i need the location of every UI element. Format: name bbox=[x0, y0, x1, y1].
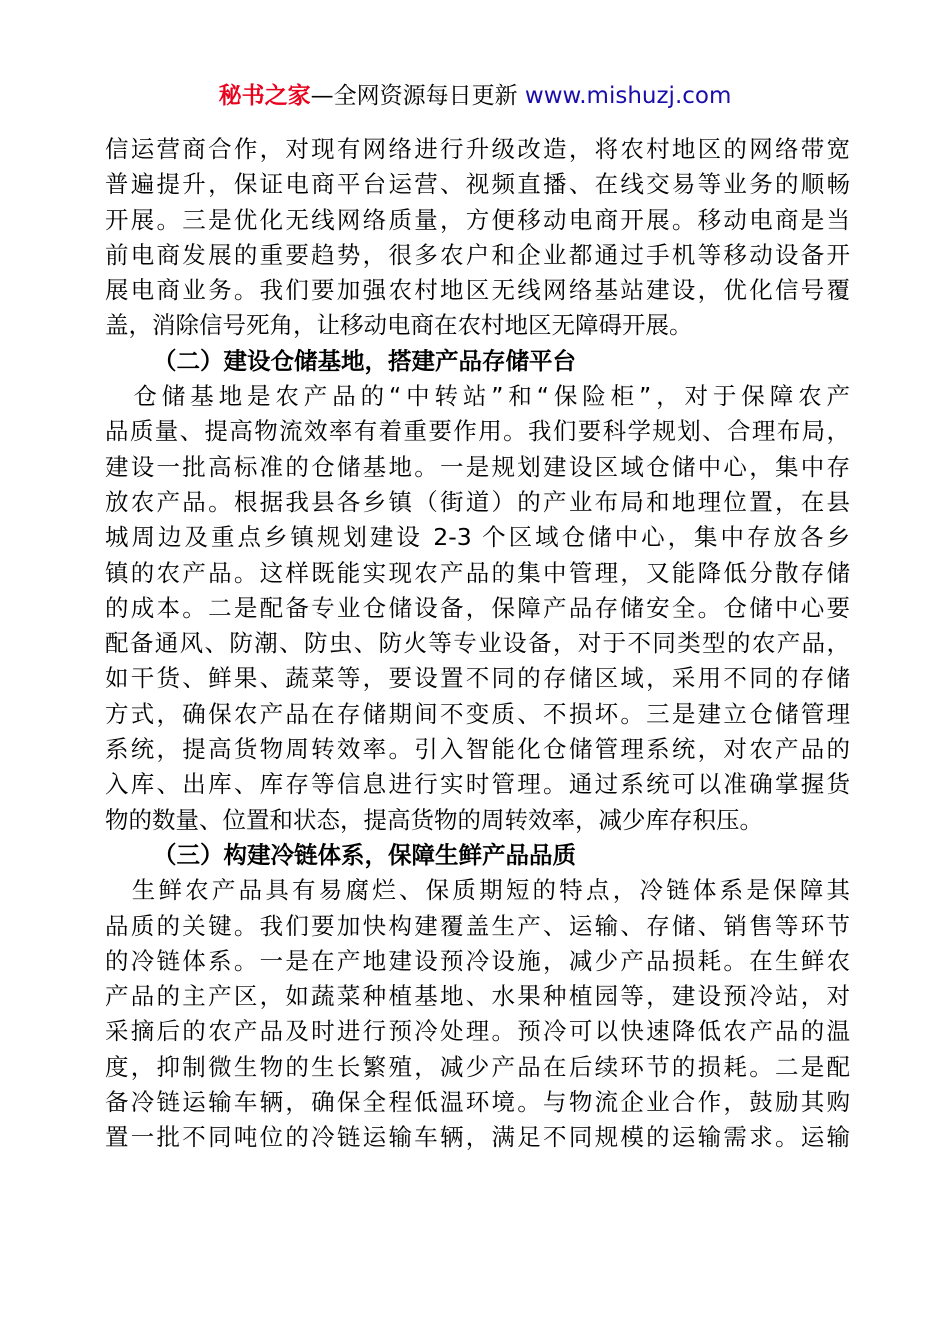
paragraph-line: 仓储基地是农产品的“中转站”和“保险柜”，对于保障农产 bbox=[105, 382, 850, 411]
paragraph-line: 品质的关键。我们要加快构建覆盖生产、运输、存储、销售等环节 bbox=[105, 911, 850, 940]
paragraph-line: 系统，提高货物周转效率。引入智能化仓储管理系统，对农产品的 bbox=[105, 735, 850, 764]
section2-paragraph bbox=[105, 379, 850, 838]
paragraph-line: 前电商发展的重要趋势，很多农户和企业都通过手机等移动设备开 bbox=[105, 240, 850, 269]
paragraph-line: 产品的主产区，如蔬菜种植基地、水果种植园等，建设预冷站，对 bbox=[105, 982, 850, 1011]
document-body bbox=[105, 132, 850, 1156]
paragraph-line: 方式，确保农产品在存储期间不变质、不损坏。三是建立仓储管理 bbox=[105, 699, 850, 728]
paragraph-line: 的成本。二是配备专业仓储设备，保障产品存储安全。仓储中心要 bbox=[105, 593, 850, 622]
brand-name: 秘书之家 bbox=[218, 83, 311, 109]
paragraph-line: 生鲜农产品具有易腐烂、保质期短的特点，冷链体系是保障其 bbox=[105, 876, 850, 905]
paragraph-line: 置一批不同吨位的冷链运输车辆，满足不同规模的运输需求。运输 bbox=[105, 1123, 850, 1152]
section1-tail bbox=[105, 132, 850, 344]
paragraph-line: 配备通风、防潮、防虫、防火等专业设备，对于不同类型的农产品， bbox=[105, 629, 850, 658]
paragraph-line: 盖，消除信号死角，让移动电商在农村地区无障碍开展。 bbox=[105, 311, 693, 340]
section2-heading: （二）建设仓储基地，搭建产品存储平台 bbox=[153, 346, 576, 375]
section3-heading: （三）构建冷链体系，保障生鲜产品品质 bbox=[153, 840, 576, 869]
paragraph-line: 度，抑制微生物的生长繁殖，减少产品在后续环节的损耗。二是配 bbox=[105, 1052, 850, 1081]
paragraph-line: 镇的农产品。这样既能实现农产品的集中管理，又能降低分散存储 bbox=[105, 558, 850, 587]
paragraph-line: 如干货、鲜果、蔬菜等，要设置不同的存储区域，采用不同的存储 bbox=[105, 664, 850, 693]
paragraph-line: 城周边及重点乡镇规划建设 2-3 个区域仓储中心，集中存放各乡 bbox=[105, 523, 850, 552]
paragraph-line: 品质量、提高物流效率有着重要作用。我们要科学规划、合理布局， bbox=[105, 417, 850, 446]
site-header bbox=[0, 80, 950, 112]
paragraph-line: 普遍提升，保证电商平台运营、视频直播、在线交易等业务的顺畅 bbox=[105, 170, 850, 199]
paragraph-line: 的冷链体系。一是在产地建设预冷设施，减少产品损耗。在生鲜农 bbox=[105, 946, 850, 975]
paragraph-line: 展电商业务。我们要加强农村地区无线网络基站建设，优化信号覆 bbox=[105, 276, 850, 305]
site-url-link[interactable]: www.mishuzj.com bbox=[524, 83, 732, 109]
paragraph-line: 入库、出库、库存等信息进行实时管理。通过系统可以准确掌握货 bbox=[105, 770, 850, 799]
paragraph-line: 开展。三是优化无线网络质量，方便移动电商开展。移动电商是当 bbox=[105, 205, 850, 234]
paragraph-line: 信运营商合作，对现有网络进行升级改造，将农村地区的网络带宽 bbox=[105, 135, 850, 163]
section3-paragraph bbox=[105, 873, 850, 1155]
paragraph-line: 备冷链运输车辆，确保全程低温环境。与物流企业合作，鼓励其购 bbox=[105, 1088, 850, 1117]
paragraph-line: 放农产品。根据我县各乡镇（街道）的产业布局和地理位置，在县 bbox=[105, 487, 850, 516]
paragraph-line: 建设一批高标准的仓储基地。一是规划建设区域仓储中心，集中存 bbox=[105, 452, 850, 481]
paragraph-line: 采摘后的农产品及时进行预冷处理。预冷可以快速降低农产品的温 bbox=[105, 1017, 850, 1046]
paragraph-line: 物的数量、位置和状态，提高货物的周转效率，减少库存积压。 bbox=[105, 805, 763, 834]
header-slogan: —全网资源每日更新 bbox=[310, 83, 525, 109]
